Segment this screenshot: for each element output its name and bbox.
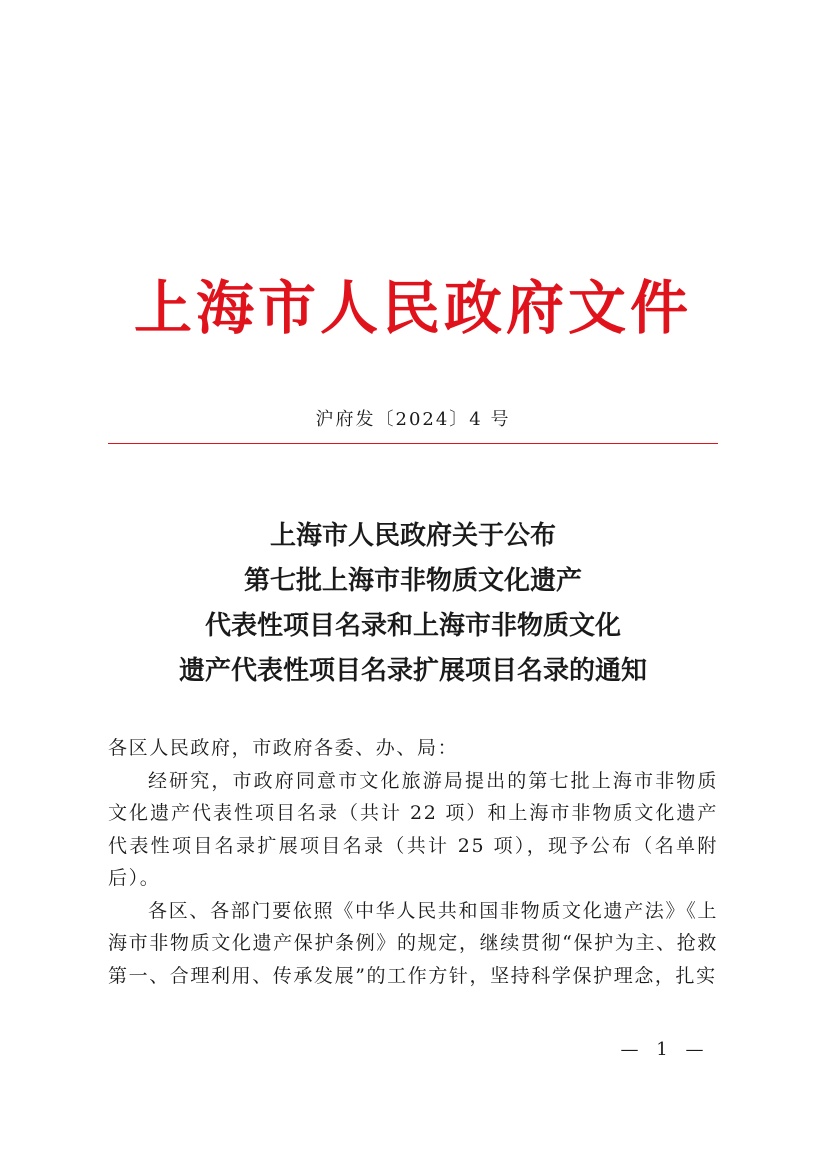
- red-divider-line: [108, 443, 718, 444]
- document-number: 沪府发〔2024〕4 号: [315, 409, 511, 430]
- salutation: 各区人民政府，市政府各委、办、局：: [108, 737, 459, 759]
- title-line: 上海市人民政府关于公布: [269, 521, 556, 551]
- title-line: 代表性项目名录和上海市非物质文化: [204, 611, 621, 641]
- body-paragraph: 各区、各部门要依照《中华人民共和国非物质文化遗产法》《上海市非物质文化遗产保护条例》的规定，继续贯彻“保护为主、抢救第一、合理利用、传承发展”的工作方针，坚持科学保护理念，扎实: [108, 899, 718, 987]
- document-body: [108, 732, 718, 992]
- body-paragraph: 经研究，市政府同意市文化旅游局提出的第七批上海市非物质文化遗产代表性项目名录（共计 22 项）和上海市非物质文化遗产代表性项目名录扩展项目名录（共计 25 项），现予公布（名单附后）。: [108, 769, 718, 889]
- masthead-title: 上海市人民政府文件: [133, 274, 692, 342]
- document-title: [100, 514, 726, 694]
- title-line: 遗产代表性项目名录扩展项目名录的通知: [178, 656, 647, 686]
- page-number: — 1 —: [620, 1039, 710, 1060]
- title-line: 第七批上海市非物质文化遗产: [243, 566, 582, 596]
